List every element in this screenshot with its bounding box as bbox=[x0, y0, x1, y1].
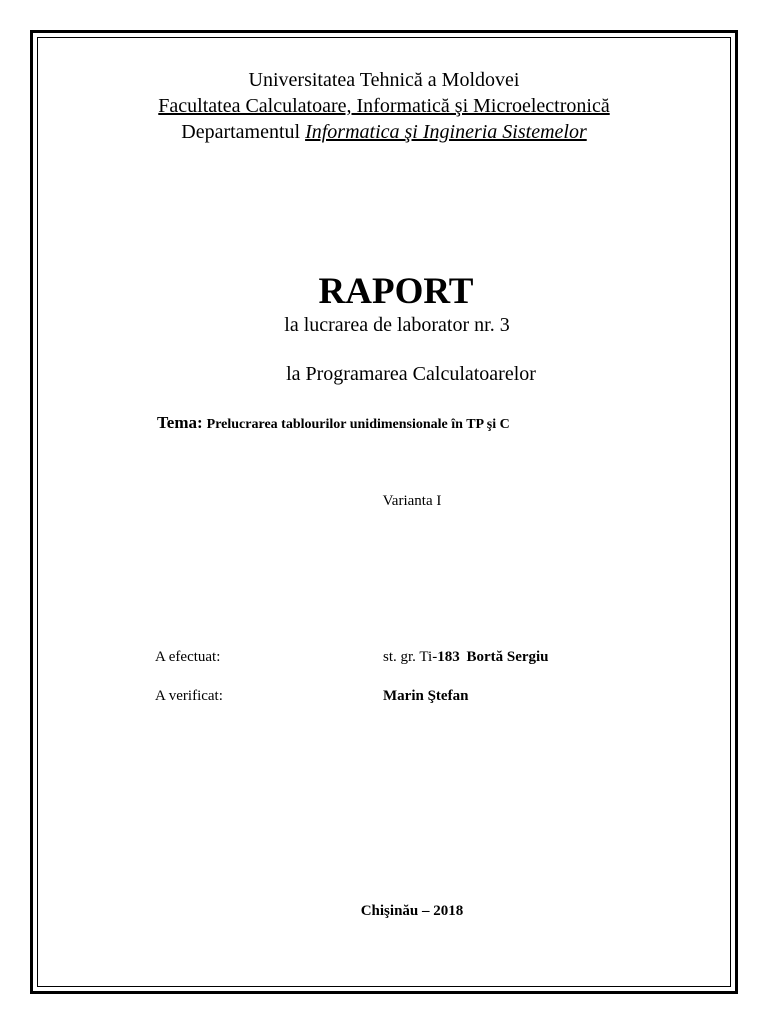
checked-name: Marin Ştefan bbox=[383, 688, 469, 704]
faculty-name bbox=[0, 93, 768, 119]
page-border-inner bbox=[37, 37, 731, 987]
performed-by bbox=[383, 649, 549, 666]
department-prefix: Departamentul bbox=[181, 121, 301, 143]
course-subtitle: la Programarea Calculatoarelor bbox=[286, 363, 536, 385]
tema-label: Tema: bbox=[157, 413, 203, 432]
performed-group: 183 bbox=[437, 649, 460, 665]
place-date: Chişinău – 2018 bbox=[360, 903, 464, 919]
department-line bbox=[0, 119, 768, 145]
lab-subtitle: la lucrarea de laborator nr. 3 bbox=[284, 314, 510, 336]
tema-line bbox=[157, 413, 510, 433]
department-name: Informatica şi Ingineria Sistemelor bbox=[305, 121, 587, 143]
performed-label: A efectuat: bbox=[155, 649, 221, 665]
university-name: Universitatea Tehnică a Moldovei bbox=[248, 69, 520, 91]
variant-label: Varianta I bbox=[382, 493, 442, 509]
report-title: RAPORT bbox=[318, 271, 474, 312]
checked-label: A verificat: bbox=[155, 688, 223, 704]
faculty-name-text: Facultatea Calculatoare, Informatică şi Microelectronică bbox=[158, 95, 610, 117]
performed-prefix: st. gr. Ti- bbox=[383, 649, 438, 665]
performed-name: Bortă Sergiu bbox=[466, 649, 549, 665]
tema-value: Prelucrarea tablourilor unidimensionale în TP şi C bbox=[206, 417, 510, 432]
